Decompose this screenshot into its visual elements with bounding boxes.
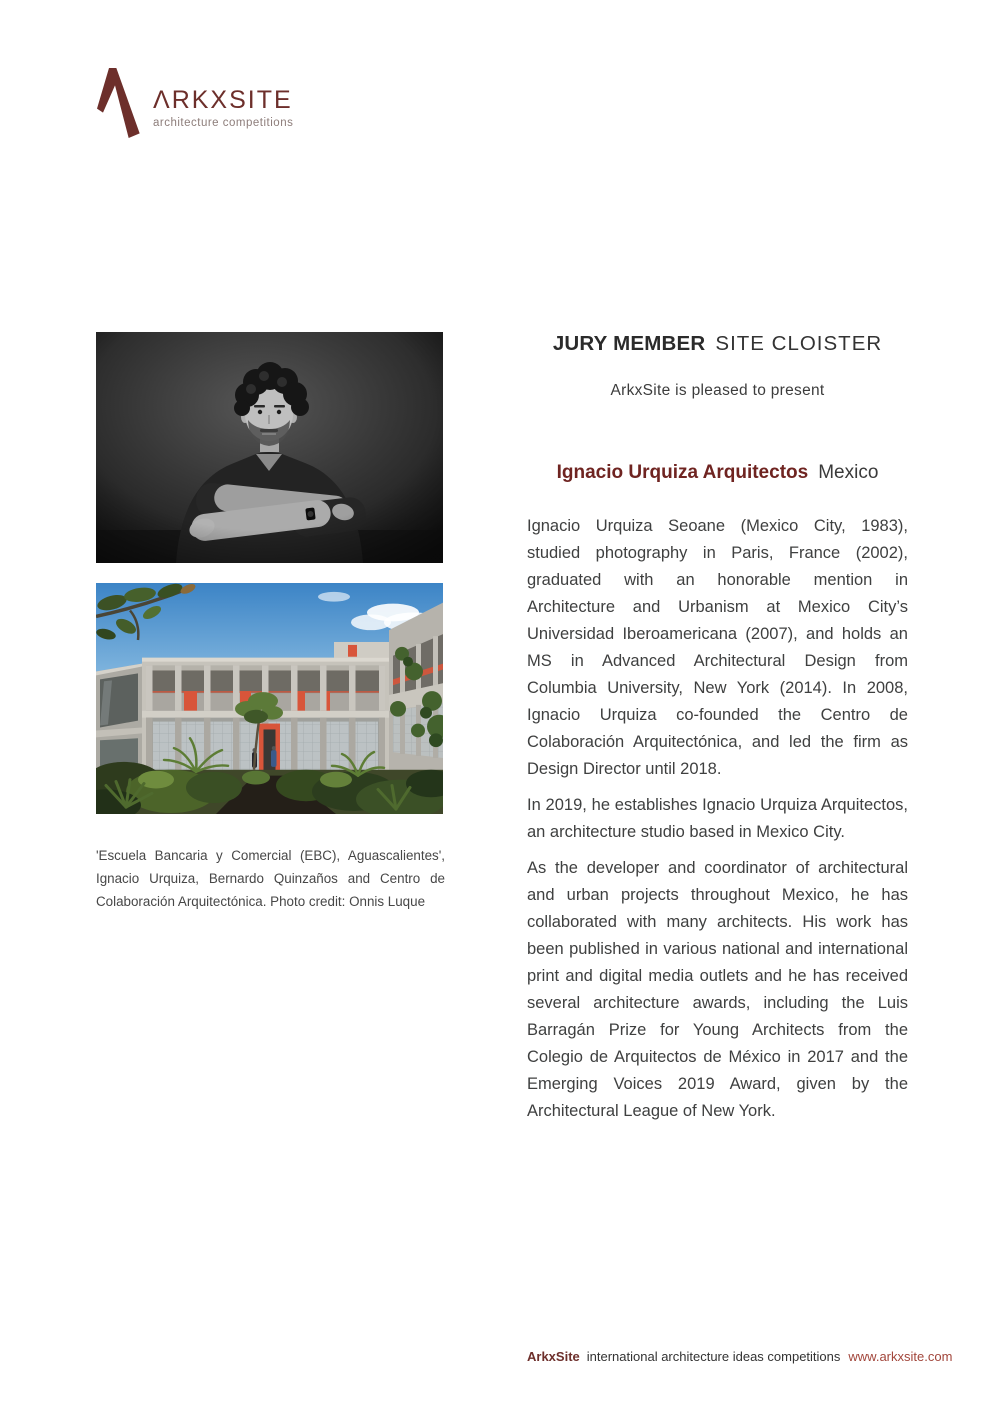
logo-text-block xyxy=(153,88,293,129)
jury-country: Mexico xyxy=(818,462,879,483)
bio-paragraph-3: As the developer and coordinator of architectural and urban projects throughout Mexico, he has collaborated with many architects. His work has been published in various national and international print and digital media outlets and he has received several architecture awards, including the Luis Barragán Prize for Young Architects from the Colegio de Arquitectos de México in 2017 and the Emerging Voices 2019 Award, given by the Architectural League of New York. xyxy=(527,859,908,1120)
footer-url-link[interactable]: www.arkxsite.com xyxy=(848,1349,953,1364)
footer-descriptor: international architecture ideas competitions xyxy=(586,1349,841,1364)
portrait-illustration xyxy=(96,332,443,563)
bio-paragraph-1: Ignacio Urquiza Seoane (Mexico City, 1983), studied photography in Paris, France (2002), graduated with an honorable mention in Architecture and Urbanism at Mexico City’s Universidad Iberoamericana (2007), and holds an MS in Advanced Architectural Design from Columbia University, New York (2014). In 2008, Ignacio Urquiza co-founded the Centro de Colaboración Arquitectónica, and led the firm as Design Director until 2018. xyxy=(527,517,908,778)
portrait-photo xyxy=(96,332,443,563)
footer-brand: ArkxSite xyxy=(527,1349,580,1364)
page-title xyxy=(527,333,908,355)
page-footer xyxy=(527,1349,953,1364)
bio-paragraph-2: In 2019, he establishes Ignacio Urquiza Arquitectos, an architecture studio based in Mexico City. xyxy=(527,796,908,841)
photo-vignette xyxy=(96,332,443,563)
logo-wordmark: ΛRKXSITE xyxy=(153,86,293,114)
arkxsite-logo-mark-icon xyxy=(96,68,140,138)
biography xyxy=(527,513,908,1125)
title-site-cloister: SITE CLOISTER xyxy=(715,332,883,355)
arkxsite-logo xyxy=(96,68,293,138)
article-column xyxy=(527,333,908,1134)
intro-line: ArkxSite is pleased to present xyxy=(610,382,825,399)
photo-caption: 'Escuela Bancaria y Comercial (EBC), Aguascalientes', Ignacio Urquiza, Bernardo Quinzaños and Centro de Colaboración Arquitectónica. Photo credit: Onnis Luque xyxy=(96,848,445,910)
courtyard-illustration xyxy=(96,583,443,814)
jury-studio-name: Ignacio Urquiza Arquitectos xyxy=(556,462,809,483)
title-jury-member: JURY MEMBER xyxy=(552,332,706,355)
logo-tagline: architecture competitions xyxy=(153,117,294,129)
jury-member-name-line xyxy=(527,462,908,483)
courtyard-photo xyxy=(96,583,443,814)
